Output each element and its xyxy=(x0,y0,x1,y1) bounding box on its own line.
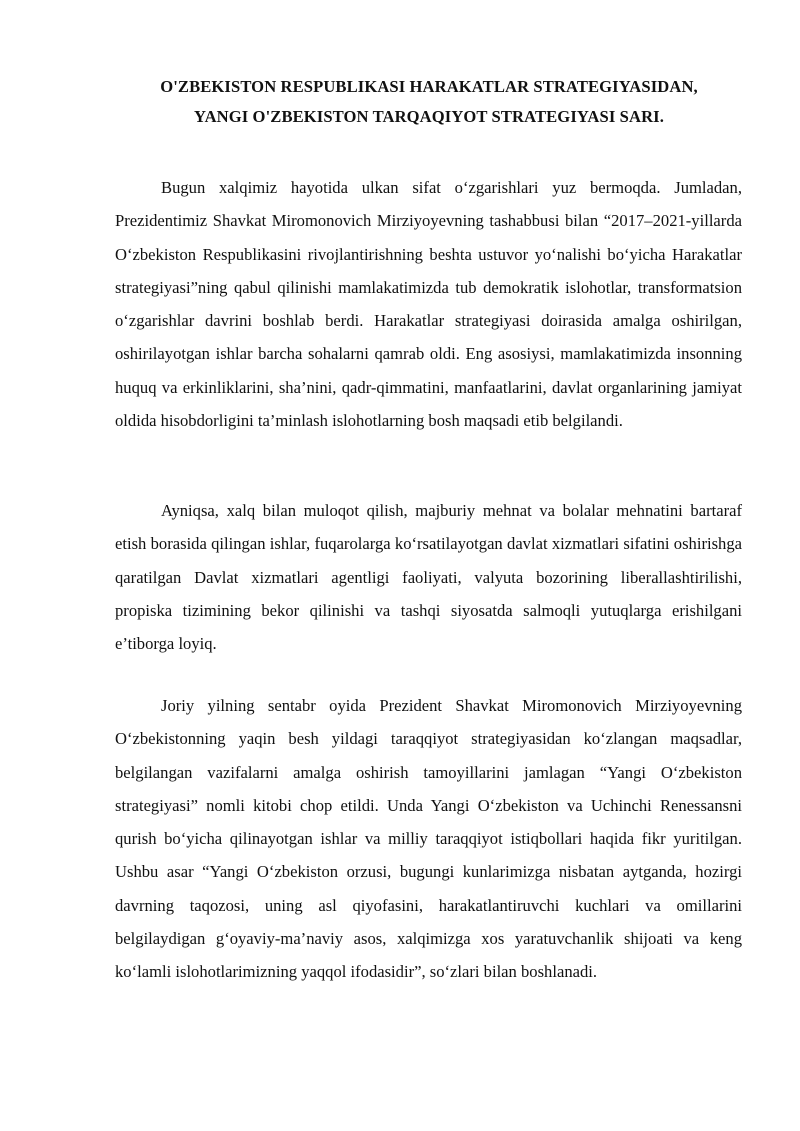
paragraph-2: Ayniqsa, xalq bilan muloqot qilish, majburiy mehnat va bolalar mehnatini bartaraf etish borasida qilingan ishlar, fuqarolarga ko‘rsatilayotgan davlat xizmatlari sifatini oshirishga qaratilgan Davlat xizmatlari agentligi faoliyati, valyuta bozorining liberallashtirilishi, propiska tizimining bekor qilinishi va tashqi siyosatda salmoqli yutuqlarga erishilgani e’tiborga loyiq. xyxy=(115,501,742,654)
paragraph-1: Bugun xalqimiz hayotida ulkan sifat o‘zgarishlari yuz bermoqda. Jumladan, Prezidentimiz Shavkat Miromonovich Mirziyoyevning tashabbusi bilan “2017–2021-yillarda O‘zbekiston Respublikasini rivojlantirishning beshta ustuvor yo‘nalishi bo‘yicha Harakatlar strategiyasi”ning qabul qilinishi mamlakatimizda tub demokratik islohotlar, transformatsion o‘zgarishlar davrini boshlab berdi. Harakatlar strategiyasi doirasida amalga oshirilgan, oshirilayotgan ishlar barcha sohalarni qamrab oldi. Eng asosiysi, mamlakatimizda insonning huquq va erkinliklarini, sha’nini, qadr-qimmatini, manfaatlarini, davlat organlarining jamiyat oldida hisobdorligini ta’minlash islohotlarning bosh maqsadi etib belgilandi. xyxy=(115,178,742,431)
document-title xyxy=(100,72,758,132)
title-line-1: O'ZBEKISTON RESPUBLIKASI HARAKATLAR STRATEGIYASIDAN, xyxy=(160,77,698,96)
paragraph-3: Joriy yilning sentabr oyida Prezident Shavkat Miromonovich Mirziyoyevning O‘zbekistonning yaqin besh yildagi taraqqiyot strategiyasidan ko‘zlangan maqsadlar, belgilangan vazifalarni amalga oshirish tamoyillarini jamlagan “Yangi O‘zbekiston strategiyasi” nomli kitobi chop etildi. Unda Yangi O‘zbekiston va Uchinchi Renessansni qurish bo‘yicha qilinayotgan ishlar va milliy taraqqiyot istiqbollari haqida fikr yuritilgan. Ushbu asar “Yangi O‘zbekiston orzusi, bugungi kunlarimizga nisbatan aytganda, hozirgi davrning taqozosi, uning asl qiyofasini, harakatlantiruvchi kuchlari va omillarini belgilaydigan g‘oyaviy-ma’naviy asos, xalqimizga xos yaratuvchanlik shijoati va keng ko‘lamli islohotlarimizning yaqqol ifodasidir”, so‘zlari bilan boshlanadi. xyxy=(115,696,742,982)
title-line-2: YANGI O'ZBEKISTON TARQAQIYOT STRATEGIYASI SARI. xyxy=(194,107,664,126)
